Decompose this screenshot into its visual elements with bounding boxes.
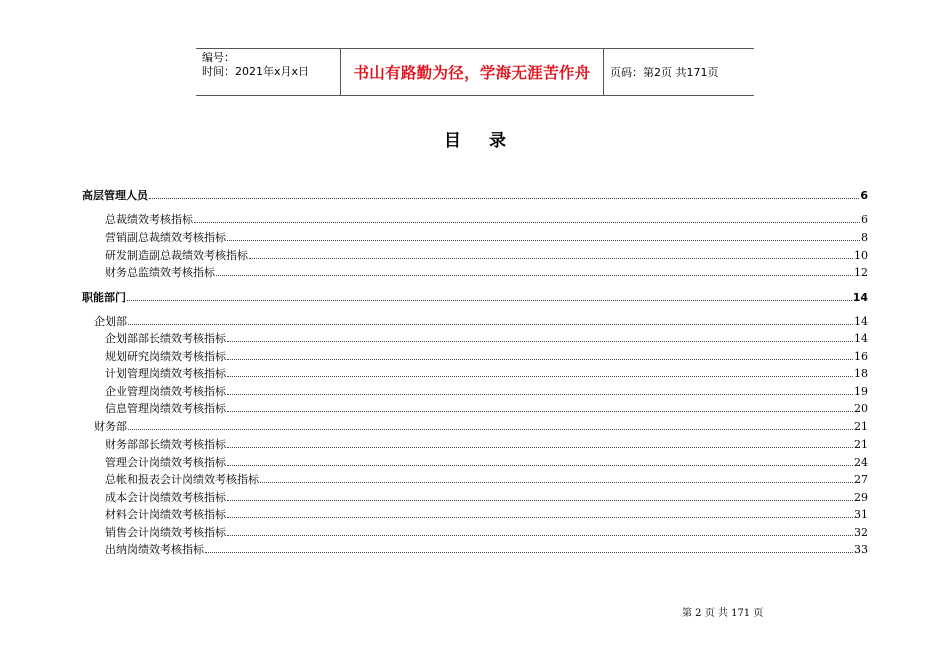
toc-entry[interactable] bbox=[82, 188, 868, 202]
toc-entry-label: 财务部 bbox=[94, 420, 127, 433]
toc-leader-dots bbox=[227, 393, 853, 395]
page-header bbox=[196, 48, 754, 96]
header-motto: 书山有路勤为径，学海无涯苦作舟 bbox=[340, 49, 604, 95]
toc-entry-label: 企划部部长绩效考核指标 bbox=[105, 332, 226, 345]
toc-leader-dots bbox=[227, 375, 853, 377]
toc-leader-dots bbox=[227, 464, 853, 466]
toc-entry-page: 29 bbox=[854, 491, 868, 504]
toc-entry-page: 20 bbox=[854, 402, 868, 415]
toc-entry-label: 企业管理岗绩效考核指标 bbox=[105, 385, 226, 398]
toc-entry-page: 8 bbox=[861, 231, 868, 244]
toc-leader-dots bbox=[128, 428, 853, 430]
toc-entry-page: 32 bbox=[854, 526, 868, 539]
toc-entry-page: 19 bbox=[854, 385, 868, 398]
toc-entry[interactable] bbox=[94, 314, 868, 328]
toc-leader-dots bbox=[227, 499, 853, 501]
toc-entry-label: 管理会计岗绩效考核指标 bbox=[105, 456, 226, 469]
toc-entry-page: 6 bbox=[860, 189, 868, 202]
toc-entry-label: 规划研究岗绩效考核指标 bbox=[105, 350, 226, 363]
toc-entry-page: 33 bbox=[854, 543, 868, 556]
toc-entry[interactable] bbox=[82, 290, 868, 304]
toc-entry-page: 16 bbox=[854, 350, 868, 363]
toc-leader-dots bbox=[249, 257, 853, 259]
toc-entry-label: 材料会计岗绩效考核指标 bbox=[105, 508, 226, 521]
toc-entry-page: 24 bbox=[854, 456, 868, 469]
toc-entry[interactable] bbox=[105, 542, 868, 556]
toc-entry[interactable] bbox=[94, 419, 868, 433]
toc-leader-dots bbox=[128, 323, 853, 325]
toc-entry[interactable] bbox=[105, 437, 868, 451]
toc-entry-page: 27 bbox=[854, 473, 868, 486]
toc-entry-page: 6 bbox=[861, 213, 868, 226]
toc-entry-label: 研发制造副总裁绩效考核指标 bbox=[105, 249, 248, 262]
toc-entry-label: 计划管理岗绩效考核指标 bbox=[105, 367, 226, 380]
toc-entry[interactable] bbox=[105, 366, 868, 380]
toc-entry-page: 14 bbox=[852, 291, 868, 304]
toc-entry-page: 12 bbox=[854, 266, 868, 279]
toc-entry[interactable] bbox=[105, 265, 868, 279]
toc-entry-label: 营销副总裁绩效考核指标 bbox=[105, 231, 226, 244]
toc-entry-label: 企划部 bbox=[94, 315, 127, 328]
page-footer: 第 2 页 共 171 页 bbox=[682, 608, 764, 619]
toc-entry-page: 21 bbox=[854, 420, 868, 433]
toc-leader-dots bbox=[194, 221, 860, 223]
header-meta bbox=[196, 49, 340, 95]
toc-entry[interactable] bbox=[105, 349, 868, 363]
toc-leader-dots bbox=[227, 446, 853, 448]
toc-title: 目录 bbox=[444, 131, 534, 151]
toc-entry-page: 10 bbox=[854, 249, 868, 262]
toc-entry-label: 职能部门 bbox=[82, 291, 126, 304]
toc-entry[interactable] bbox=[105, 507, 868, 521]
toc-entry-label: 销售会计岗绩效考核指标 bbox=[105, 526, 226, 539]
toc-entry-label: 信息管理岗绩效考核指标 bbox=[105, 402, 226, 415]
toc-entry-label: 财务总监绩效考核指标 bbox=[105, 266, 215, 279]
toc-leader-dots bbox=[227, 340, 853, 342]
toc-entry[interactable] bbox=[105, 472, 868, 486]
toc-entry-page: 31 bbox=[854, 508, 868, 521]
toc-leader-dots bbox=[227, 410, 853, 412]
time-label: 时间：2021年x月x日 bbox=[202, 65, 310, 78]
header-page-label: 页码：第2页 共171页 bbox=[610, 66, 719, 79]
number-label: 编号： bbox=[202, 51, 235, 64]
toc-entry[interactable] bbox=[105, 248, 868, 262]
toc-entry[interactable] bbox=[105, 384, 868, 398]
toc-entry-label: 总帐和报表会计岗绩效考核指标 bbox=[105, 473, 259, 486]
toc-entry-label: 成本会计岗绩效考核指标 bbox=[105, 491, 226, 504]
toc-entry[interactable] bbox=[105, 212, 868, 226]
toc-leader-dots bbox=[216, 274, 853, 276]
toc-leader-dots bbox=[260, 481, 853, 483]
toc-entry[interactable] bbox=[105, 455, 868, 469]
toc-entry[interactable] bbox=[105, 401, 868, 415]
toc-leader-dots bbox=[127, 299, 852, 301]
toc-entry-page: 18 bbox=[854, 367, 868, 380]
toc-entry-label: 出纳岗绩效考核指标 bbox=[105, 543, 204, 556]
toc-entry[interactable] bbox=[105, 490, 868, 504]
toc-entry-label: 财务部部长绩效考核指标 bbox=[105, 438, 226, 451]
toc-leader-dots bbox=[227, 239, 860, 241]
toc-entry-label: 高层管理人员 bbox=[82, 189, 148, 202]
toc-leader-dots bbox=[227, 516, 853, 518]
toc-entry-label: 总裁绩效考核指标 bbox=[105, 213, 193, 226]
toc-entry-page: 14 bbox=[854, 315, 868, 328]
toc-leader-dots bbox=[227, 358, 853, 360]
toc-leader-dots bbox=[149, 197, 859, 199]
toc-leader-dots bbox=[205, 551, 853, 553]
toc-entry-page: 21 bbox=[854, 438, 868, 451]
toc-leader-dots bbox=[227, 534, 853, 536]
toc-entry[interactable] bbox=[105, 525, 868, 539]
toc-entry[interactable] bbox=[105, 331, 868, 345]
toc-entry[interactable] bbox=[105, 230, 868, 244]
toc-entry-page: 14 bbox=[854, 332, 868, 345]
